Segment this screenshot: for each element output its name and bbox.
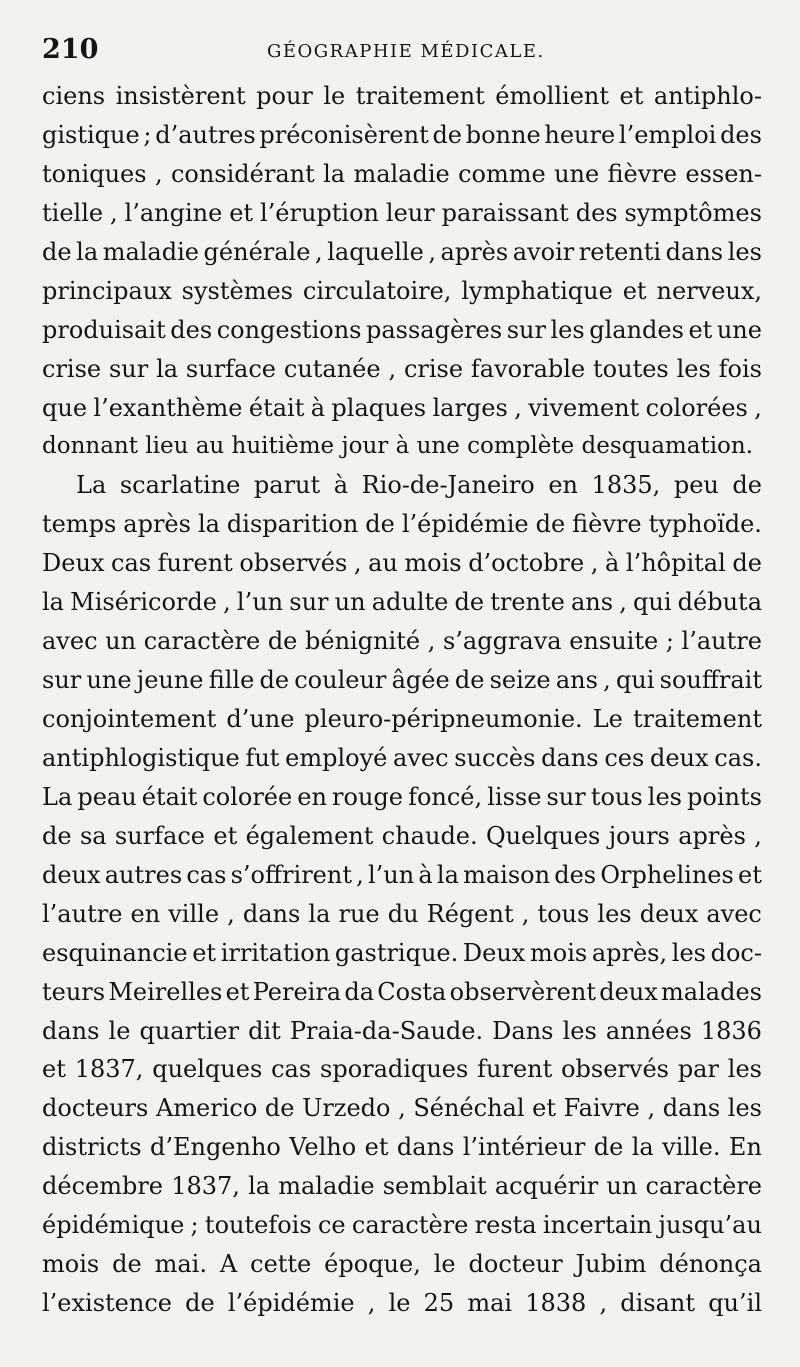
text-line: Deux cas furent observés , au mois d’octobre , à l’hôpital de <box>42 549 762 578</box>
text-line: l’existence de l’épidémie , le 25 mai 1838 , disant qu’il <box>42 1289 762 1318</box>
text-line: deux autres cas s’offrirent , l’un à la maison des Orphelines et <box>42 860 762 889</box>
text-line: produisait des congestions passagères sur les glandes et une <box>42 315 762 344</box>
text-line: ciens insistèrent pour le traitement émollient et antiphlo- <box>42 82 762 110</box>
text-line: tielle , l’angine et l’éruption leur paraissant des symptômes <box>42 198 762 227</box>
running-title: GÉOGRAPHIE MÉDICALE. <box>267 41 545 62</box>
text-line: que l’exanthème était à plaques larges , vivement colorées , <box>42 393 762 422</box>
text-line: l’autre en ville , dans la rue du Régent , tous les deux avec <box>42 899 762 928</box>
text-line: districts d’Engenho Velho et dans l’intérieur de la ville. En <box>42 1133 762 1162</box>
text-line: de sa surface et également chaude. Quelques jours après , <box>42 821 762 850</box>
text-line: crise sur la surface cutanée , crise favorable toutes les fois <box>42 354 762 383</box>
text-line: La peau était colorée en rouge foncé, lisse sur tous les points <box>42 782 762 811</box>
text-line: donnant lieu au huitième jour à une complète desquamation. <box>42 433 754 460</box>
text-line: docteurs Americo de Urzedo , Sénéchal et Faivre , dans les <box>42 1094 762 1123</box>
text-line: teurs Meirelles et Pereira da Costa observèrent deux malades <box>42 977 762 1006</box>
text-line: la Miséricorde , l’un sur un adulte de trente ans , qui débuta <box>42 588 762 617</box>
body-text <box>42 77 762 1323</box>
text-line: conjointement d’une pleuro-péripneumonie. Le traitement <box>42 705 762 733</box>
text-line: temps après la disparition de l’épidémie de fièvre typhoïde. <box>42 510 762 539</box>
page-header <box>42 30 762 70</box>
paragraph-start-line: La scarlatine parut à Rio-de-Janeiro en 1835, peu de <box>76 471 762 500</box>
text-line: toniques , considérant la maladie comme une fièvre essen- <box>42 159 762 188</box>
text-line: sur une jeune fille de couleur âgée de seize ans , qui souffrait <box>42 666 762 695</box>
text-line: gistique ; d’autres préconisèrent de bonne heure l’emploi des <box>42 120 762 149</box>
text-line: épidémique ; toutefois ce caractère resta incertain jusqu’au <box>42 1211 762 1240</box>
text-line: esquinancie et irritation gastrique. Deux mois après, les doc- <box>42 938 762 967</box>
text-line: dans le quartier dit Praia-da-Saude. Dans les années 1836 <box>42 1016 762 1045</box>
text-line: antiphlogistique fut employé avec succès dans ces deux cas. <box>42 743 762 772</box>
text-line: avec un caractère de bénignité , s’aggrava ensuite ; l’autre <box>42 627 762 656</box>
text-line: et 1837, quelques cas sporadiques furent observés par les <box>42 1055 762 1084</box>
text-line: mois de mai. A cette époque, le docteur Jubim dénonça <box>42 1250 762 1279</box>
page-number: 210 <box>42 34 99 65</box>
text-line: de la maladie générale , laquelle , après avoir retenti dans les <box>42 237 762 266</box>
text-line: décembre 1837, la maladie semblait acquérir un caractère <box>42 1172 762 1201</box>
text-line: principaux systèmes circulatoire, lymphatique et nerveux, <box>42 276 762 305</box>
